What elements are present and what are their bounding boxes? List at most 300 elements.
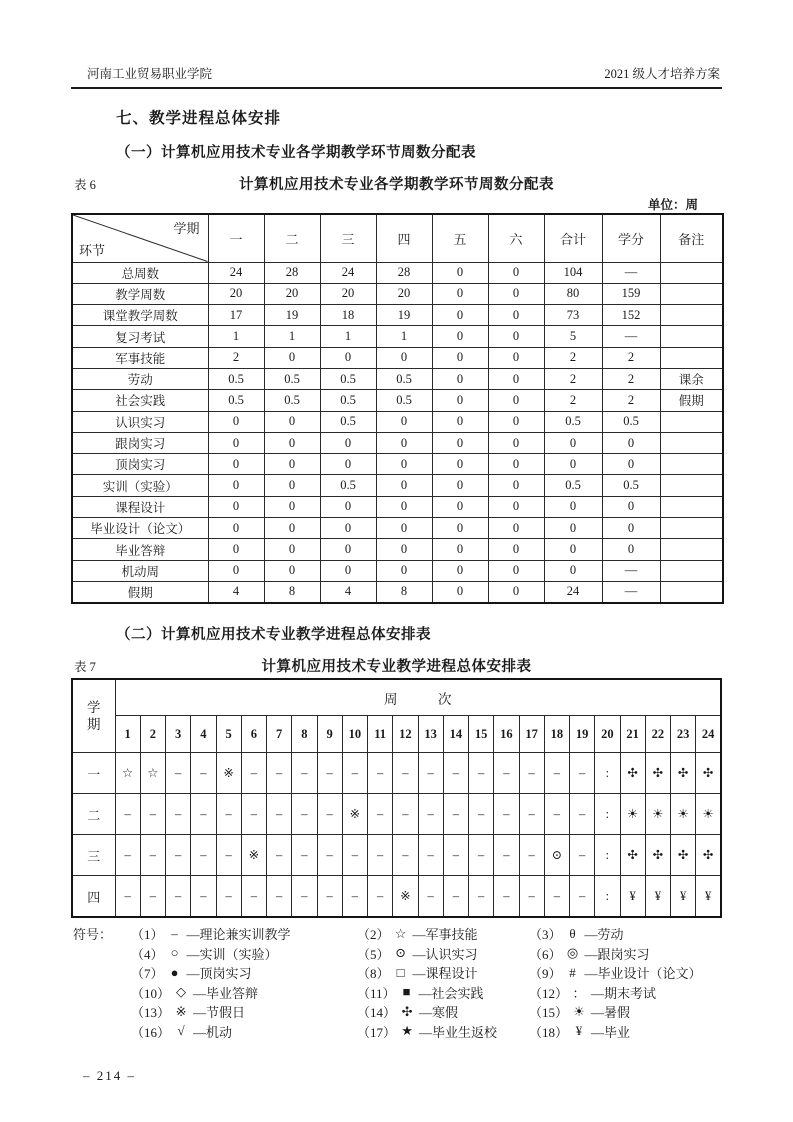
- legend-row: [73, 1021, 722, 1041]
- week-number: 9: [317, 716, 342, 753]
- legend-item-number: （15）: [529, 1005, 569, 1020]
- legend-item: [529, 1002, 722, 1021]
- cell: 0: [432, 411, 488, 432]
- cell: 104: [544, 262, 602, 283]
- table6-caption: 计算机应用技术专业各学期教学环节周数分配表: [239, 177, 554, 193]
- cell: 0: [208, 475, 264, 496]
- legend-item-symbol: ：: [572, 985, 586, 1001]
- cell: 0: [208, 411, 264, 432]
- semester-row: [72, 835, 721, 876]
- week-cell: ¥: [696, 876, 721, 917]
- cell: 0: [264, 496, 320, 517]
- legend-item-desc: —劳动: [584, 927, 624, 942]
- legend-item-symbol: ※: [175, 1003, 187, 1019]
- row-label: 社会实践: [72, 390, 208, 411]
- week-number: 23: [671, 716, 696, 753]
- legend-item-desc: —军事技能: [412, 927, 478, 942]
- semester-label: 二: [72, 794, 115, 835]
- week-cell: –: [544, 876, 569, 917]
- week-cell: –: [140, 876, 165, 917]
- page-header: [71, 64, 722, 89]
- legend-item: [131, 983, 357, 1002]
- legend-item-desc: —课程设计: [412, 966, 478, 981]
- row-label: 课程设计: [72, 496, 208, 517]
- legend-item: [529, 1022, 722, 1041]
- legend-item: [357, 944, 529, 963]
- cell: 0: [320, 539, 376, 560]
- legend-item-number: （11）: [357, 985, 396, 1001]
- week-number: 21: [620, 716, 645, 753]
- legend-item-desc: —期末考试: [591, 985, 657, 1001]
- cell: 0: [432, 518, 488, 539]
- cell: 0.5: [376, 390, 432, 411]
- cell: 0: [488, 326, 544, 347]
- cell: 0: [376, 475, 432, 496]
- cell: [660, 283, 723, 304]
- legend-item-number: （10）: [131, 985, 171, 1001]
- week-cell: –: [418, 794, 443, 835]
- cell: 0: [488, 496, 544, 517]
- legend-item-symbol: θ: [569, 925, 576, 941]
- week-number: 14: [443, 716, 468, 753]
- row-label: 劳动: [72, 368, 208, 389]
- cell: 0.5: [208, 368, 264, 389]
- cell: 0.5: [320, 475, 376, 496]
- week-cell: :: [595, 835, 620, 876]
- cell: 8: [376, 581, 432, 602]
- symbol-legend: [71, 924, 722, 1041]
- cell: 24: [320, 262, 376, 283]
- cell: 0: [432, 432, 488, 453]
- cell: 0: [264, 539, 320, 560]
- legend-item-symbol: ◎: [566, 945, 579, 960]
- week-cell: –: [368, 794, 393, 835]
- legend-item-symbol: ★: [401, 1023, 413, 1038]
- legend-item-symbol: √: [177, 1023, 185, 1038]
- week-number: 24: [696, 716, 721, 753]
- cell: 0: [320, 454, 376, 475]
- week-cell: –: [519, 835, 544, 876]
- week-cell: –: [494, 794, 519, 835]
- legend-item-symbol: ☀: [573, 1003, 585, 1019]
- legend-item-number: （4）: [131, 946, 164, 962]
- cell: 0: [602, 539, 660, 560]
- week-number: 5: [216, 716, 241, 753]
- cell: 0: [488, 305, 544, 326]
- week-cell: ¥: [671, 876, 696, 917]
- cell: 1: [264, 326, 320, 347]
- cell: [660, 305, 723, 326]
- legend-item: [529, 983, 722, 1002]
- legend-row: [73, 982, 722, 1002]
- cell: 0: [602, 432, 660, 453]
- cell: 0: [432, 368, 488, 389]
- week-cell: –: [418, 753, 443, 794]
- cell: 1: [208, 326, 264, 347]
- week-cell: –: [418, 835, 443, 876]
- legend-item: [131, 1022, 357, 1041]
- table-row: [72, 326, 723, 347]
- week-number: 17: [519, 716, 544, 753]
- table-row: [72, 539, 723, 560]
- column-header: 备注: [660, 214, 723, 262]
- week-cell: –: [494, 876, 519, 917]
- semester-header-top: 学: [87, 700, 101, 715]
- cell: 2: [602, 390, 660, 411]
- legend-item: [357, 1022, 529, 1041]
- week-cell: –: [443, 794, 468, 835]
- table-row: [72, 262, 723, 283]
- week-cell: –: [191, 835, 216, 876]
- legend-item-number: （6）: [529, 946, 562, 962]
- week-cell: –: [166, 794, 191, 835]
- week-cell: –: [469, 876, 494, 917]
- legend-item-desc: —认识实习: [412, 946, 478, 962]
- row-label: 实训（实验）: [72, 475, 208, 496]
- week-cell: ※: [216, 753, 241, 794]
- week-cell: –: [292, 876, 317, 917]
- cell: 0.5: [208, 390, 264, 411]
- cell: [660, 475, 723, 496]
- week-cell: ✣: [645, 753, 670, 794]
- table-row: [72, 581, 723, 602]
- cell: 0: [376, 432, 432, 453]
- cell: 0: [264, 347, 320, 368]
- cell: 5: [544, 326, 602, 347]
- week-group-header: 周 次: [115, 679, 721, 716]
- row-label: 复习考试: [72, 326, 208, 347]
- legend-item: [131, 944, 357, 963]
- week-cell: –: [241, 753, 266, 794]
- week-cell: –: [469, 753, 494, 794]
- week-cell: ☀: [696, 794, 721, 835]
- cell: 2: [544, 347, 602, 368]
- cell: 0: [544, 560, 602, 581]
- legend-item-symbol: ¥: [575, 1023, 583, 1038]
- cell: 0.5: [602, 475, 660, 496]
- cell: 18: [320, 305, 376, 326]
- week-cell: –: [519, 876, 544, 917]
- cell: 0: [432, 347, 488, 368]
- cell: 0: [376, 539, 432, 560]
- week-cell: –: [292, 794, 317, 835]
- cell: 0.5: [264, 368, 320, 389]
- week-cell: ☀: [620, 794, 645, 835]
- table7-group-header-row: [72, 679, 721, 716]
- week-cell: ✣: [696, 753, 721, 794]
- legend-item: [357, 924, 529, 943]
- cell: 28: [264, 262, 320, 283]
- week-cell: ✣: [620, 753, 645, 794]
- week-cell: –: [317, 794, 342, 835]
- legend-item: [357, 1002, 529, 1021]
- cell: [660, 539, 723, 560]
- table-row: [72, 518, 723, 539]
- week-cell: –: [166, 876, 191, 917]
- row-label: 顶岗实习: [72, 454, 208, 475]
- week-cell: –: [368, 876, 393, 917]
- table-row: [72, 390, 723, 411]
- cell: 2: [602, 347, 660, 368]
- cell: 0: [376, 518, 432, 539]
- week-cell: –: [216, 794, 241, 835]
- table-row: [72, 347, 723, 368]
- legend-row: [73, 943, 722, 963]
- legend-item-desc: —毕业: [591, 1024, 631, 1040]
- row-label: 认识实习: [72, 411, 208, 432]
- semester-label: 三: [72, 835, 115, 876]
- legend-item-desc: —理论兼实训教学: [186, 927, 291, 942]
- legend-item-symbol: –: [171, 925, 178, 941]
- table6-header-row: [72, 214, 723, 262]
- cell: 2: [544, 390, 602, 411]
- cell: [660, 326, 723, 347]
- week-cell: –: [115, 835, 140, 876]
- table-row: [72, 305, 723, 326]
- cell: 0: [376, 411, 432, 432]
- cell: 0: [432, 326, 488, 347]
- legend-item: [529, 924, 722, 943]
- cell: 0: [602, 496, 660, 517]
- cell: 19: [376, 305, 432, 326]
- week-number: 13: [418, 716, 443, 753]
- column-header: 五: [432, 214, 488, 262]
- cell: 0: [602, 454, 660, 475]
- week-cell: ✣: [696, 835, 721, 876]
- cell: 28: [376, 262, 432, 283]
- corner-cell: [72, 214, 208, 262]
- cell: 0: [432, 454, 488, 475]
- cell: 0: [432, 581, 488, 602]
- cell: 0: [488, 347, 544, 368]
- cell: 0: [544, 539, 602, 560]
- legend-item: [529, 944, 722, 963]
- week-cell: ※: [393, 876, 418, 917]
- table7-label: 表 7: [74, 659, 96, 674]
- subsection-title-1: （一）计算机应用技术专业各学期教学环节周数分配表: [116, 145, 476, 161]
- cell: 0: [488, 390, 544, 411]
- legend-item-symbol: ⊙: [395, 945, 406, 960]
- legend-item: [131, 1002, 357, 1021]
- legend-item-number: （18）: [529, 1024, 569, 1040]
- week-cell: –: [191, 794, 216, 835]
- legend-row: [73, 1002, 722, 1022]
- column-header: 一: [208, 214, 264, 262]
- week-cell: :: [595, 794, 620, 835]
- week-cell: –: [570, 876, 595, 917]
- week-cell: –: [317, 753, 342, 794]
- cell: 4: [320, 581, 376, 602]
- cell: 0: [488, 518, 544, 539]
- cell: 0: [544, 496, 602, 517]
- cell: 0: [432, 475, 488, 496]
- cell: 0.5: [320, 368, 376, 389]
- week-cell: –: [140, 794, 165, 835]
- schedule-table: [71, 678, 722, 918]
- semester-header-bottom: 期: [87, 717, 101, 732]
- header-right-text: 2021 级人才培养方案: [604, 67, 720, 81]
- week-cell: –: [443, 835, 468, 876]
- legend-item-symbol: ■: [402, 984, 411, 999]
- cell: 0.5: [544, 411, 602, 432]
- cell: 0: [488, 539, 544, 560]
- week-number: 20: [595, 716, 620, 753]
- week-cell: –: [241, 794, 266, 835]
- legend-item-number: （14）: [357, 1005, 397, 1020]
- week-number: 19: [570, 716, 595, 753]
- cell: 2: [602, 368, 660, 389]
- week-cell: ☀: [645, 794, 670, 835]
- semester-row: [72, 753, 721, 794]
- row-label: 课堂教学周数: [72, 305, 208, 326]
- cell: 0: [376, 347, 432, 368]
- row-label: 假期: [72, 581, 208, 602]
- cell: 159: [602, 283, 660, 304]
- table-row: [72, 368, 723, 389]
- unit-note: 单位：周: [647, 198, 698, 212]
- cell: [660, 262, 723, 283]
- week-cell: ¥: [645, 876, 670, 917]
- cell: 课余: [660, 368, 723, 389]
- cell: 0: [488, 411, 544, 432]
- cell: 0: [208, 539, 264, 560]
- legend-item: [357, 983, 529, 1002]
- legend-item-number: （1）: [131, 927, 164, 942]
- semester-row: [72, 794, 721, 835]
- cell: 0: [544, 432, 602, 453]
- cell: 0: [488, 368, 544, 389]
- cell: 2: [544, 368, 602, 389]
- corner-label-semester: 学期: [173, 221, 200, 236]
- week-number: 1: [115, 716, 140, 753]
- week-number: 16: [494, 716, 519, 753]
- cell: 20: [208, 283, 264, 304]
- cell: 0: [376, 496, 432, 517]
- week-cell: ✣: [645, 835, 670, 876]
- cell: 0: [208, 560, 264, 581]
- cell: 0: [432, 560, 488, 581]
- week-number: 7: [267, 716, 292, 753]
- legend-item-desc: —毕业设计（论文）: [584, 966, 702, 981]
- week-cell: –: [418, 876, 443, 917]
- cell: 4: [208, 581, 264, 602]
- week-cell: –: [216, 876, 241, 917]
- week-cell: –: [115, 876, 140, 917]
- week-cell: –: [342, 835, 367, 876]
- cell: 0: [320, 560, 376, 581]
- legend-row: [73, 963, 722, 983]
- cell: 20: [264, 283, 320, 304]
- table-row: [72, 432, 723, 453]
- week-cell: –: [469, 835, 494, 876]
- column-header: 六: [488, 214, 544, 262]
- table-row: [72, 560, 723, 581]
- weeks-distribution-table: [71, 213, 724, 604]
- week-cell: –: [317, 835, 342, 876]
- week-cell: –: [393, 794, 418, 835]
- row-label: 毕业答辩: [72, 539, 208, 560]
- cell: 24: [208, 262, 264, 283]
- cell: 0: [544, 454, 602, 475]
- cell: 0: [488, 283, 544, 304]
- week-cell: –: [544, 794, 569, 835]
- legend-item: [131, 924, 357, 943]
- column-header: 合计: [544, 214, 602, 262]
- row-label: 总周数: [72, 262, 208, 283]
- cell: 0.5: [320, 411, 376, 432]
- row-label: 军事技能: [72, 347, 208, 368]
- week-cell: –: [115, 794, 140, 835]
- cell: 0: [320, 518, 376, 539]
- cell: 0: [208, 432, 264, 453]
- legend-item-desc: —毕业生返校: [419, 1024, 498, 1040]
- cell: [660, 347, 723, 368]
- week-cell: ⊙: [544, 835, 569, 876]
- week-cell: –: [292, 753, 317, 794]
- week-cell: –: [519, 794, 544, 835]
- week-cell: ☆: [140, 753, 165, 794]
- week-cell: ✣: [620, 835, 645, 876]
- week-cell: ¥: [620, 876, 645, 917]
- week-number: 10: [342, 716, 367, 753]
- week-cell: –: [267, 876, 292, 917]
- cell: 1: [320, 326, 376, 347]
- column-header: 三: [320, 214, 376, 262]
- legend-item-number: （13）: [131, 1005, 171, 1020]
- row-label: 机动周: [72, 560, 208, 581]
- legend-row: [73, 924, 722, 944]
- cell: 0.5: [264, 390, 320, 411]
- week-cell: –: [191, 753, 216, 794]
- legend-item-number: （3）: [529, 927, 562, 942]
- week-cell: –: [469, 794, 494, 835]
- week-cell: –: [241, 876, 266, 917]
- cell: 0: [320, 432, 376, 453]
- cell: 假期: [660, 390, 723, 411]
- cell: —: [602, 326, 660, 347]
- week-cell: :: [595, 753, 620, 794]
- table7-caption: 计算机应用技术专业教学进程总体安排表: [261, 658, 532, 675]
- table-row: [72, 283, 723, 304]
- cell: 0: [264, 454, 320, 475]
- cell: [660, 411, 723, 432]
- cell: —: [602, 560, 660, 581]
- week-cell: ✣: [671, 753, 696, 794]
- legend-item-symbol: □: [396, 964, 405, 980]
- subsection-title-2: （二）计算机应用技术专业教学进程总体安排表: [116, 626, 431, 643]
- week-cell: –: [570, 835, 595, 876]
- week-cell: ※: [342, 794, 367, 835]
- cell: 0: [208, 496, 264, 517]
- cell: 0: [488, 262, 544, 283]
- legend-item-symbol: ☆: [394, 925, 407, 941]
- cell: 19: [264, 305, 320, 326]
- cell: 0: [320, 496, 376, 517]
- week-cell: –: [368, 753, 393, 794]
- week-cell: –: [519, 753, 544, 794]
- week-cell: –: [443, 753, 468, 794]
- week-cell: –: [267, 794, 292, 835]
- legend-item-desc: —顶岗实习: [186, 966, 252, 981]
- cell: [660, 432, 723, 453]
- cell: 0.5: [544, 475, 602, 496]
- week-cell: –: [570, 794, 595, 835]
- week-cell: –: [166, 753, 191, 794]
- week-cell: –: [570, 753, 595, 794]
- legend-item-symbol: ●: [170, 964, 179, 980]
- table7-caption-row: [71, 655, 722, 675]
- legend-item-number: （5）: [357, 946, 390, 962]
